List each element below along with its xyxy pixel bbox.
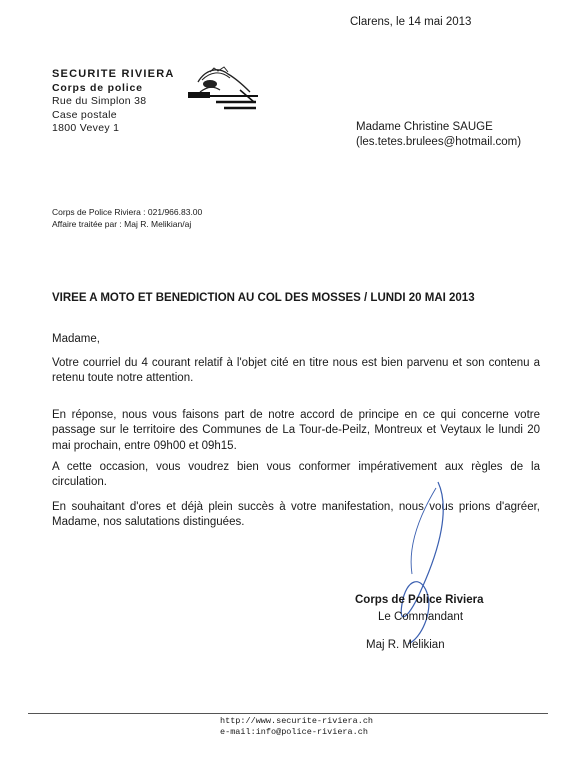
footer-email: e-mail:info@police-riviera.ch (220, 727, 368, 737)
sender-city: 1800 Vevey 1 (52, 122, 120, 134)
signature-org: Corps de Police Riviera (355, 594, 484, 606)
recipient-name: Madame Christine SAUGE (356, 121, 493, 133)
paragraph-3: A cette occasion, vous voudrez bien vous conformer impérativement aux règles de la circulation. (52, 461, 540, 489)
sender-box: Case postale (52, 108, 117, 121)
sender-street: Rue du Simplon 38 (52, 95, 147, 107)
letter-subject: VIREE A MOTO ET BENEDICTION AU COL DES MOSSES / LUNDI 20 MAI 2013 (52, 292, 475, 304)
sender-address (52, 68, 175, 136)
sender-org: SECURITE RIVIERA (52, 68, 175, 80)
handled-by-reference: Affaire traitée par : Maj R. Melikian/aj (52, 219, 192, 229)
signature-name: Maj R. Melikian (366, 639, 445, 651)
recipient-address (356, 120, 521, 150)
signature-title: Le Commandant (378, 611, 464, 623)
salutation: Madame, (52, 333, 100, 345)
reference-block (52, 206, 202, 230)
recipient-email: (les.tetes.brulees@hotmail.com) (356, 136, 522, 148)
sender-dept: Corps de police (52, 81, 143, 94)
footer-contact (220, 716, 373, 738)
police-logo-icon (180, 62, 260, 112)
footer-divider (28, 713, 548, 714)
place-date: Clarens, le 14 mai 2013 (350, 16, 472, 28)
phone-reference: Corps de Police Riviera : 021/966.83.00 (52, 207, 203, 217)
footer-website: http://www.securite-riviera.ch (220, 716, 374, 726)
paragraph-4: En souhaitant d'ores et déjà plein succès à votre manifestation, nous vous prions d'agréer, Madame, nos salutations distinguées. (52, 501, 540, 529)
paragraph-1: Votre courriel du 4 courant relatif à l'objet cité en titre nous est bien parvenu et son contenu a retenu toute notre attention. (52, 357, 540, 385)
paragraph-2: En réponse, nous vous faisons part de notre accord de principe en ce qui concerne votre passage sur le territoire des Communes de La Tour-de-Peilz, Montreux et Veytaux le lundi 20 mai prochain, entre 09h00 et 09h15. (52, 409, 540, 452)
